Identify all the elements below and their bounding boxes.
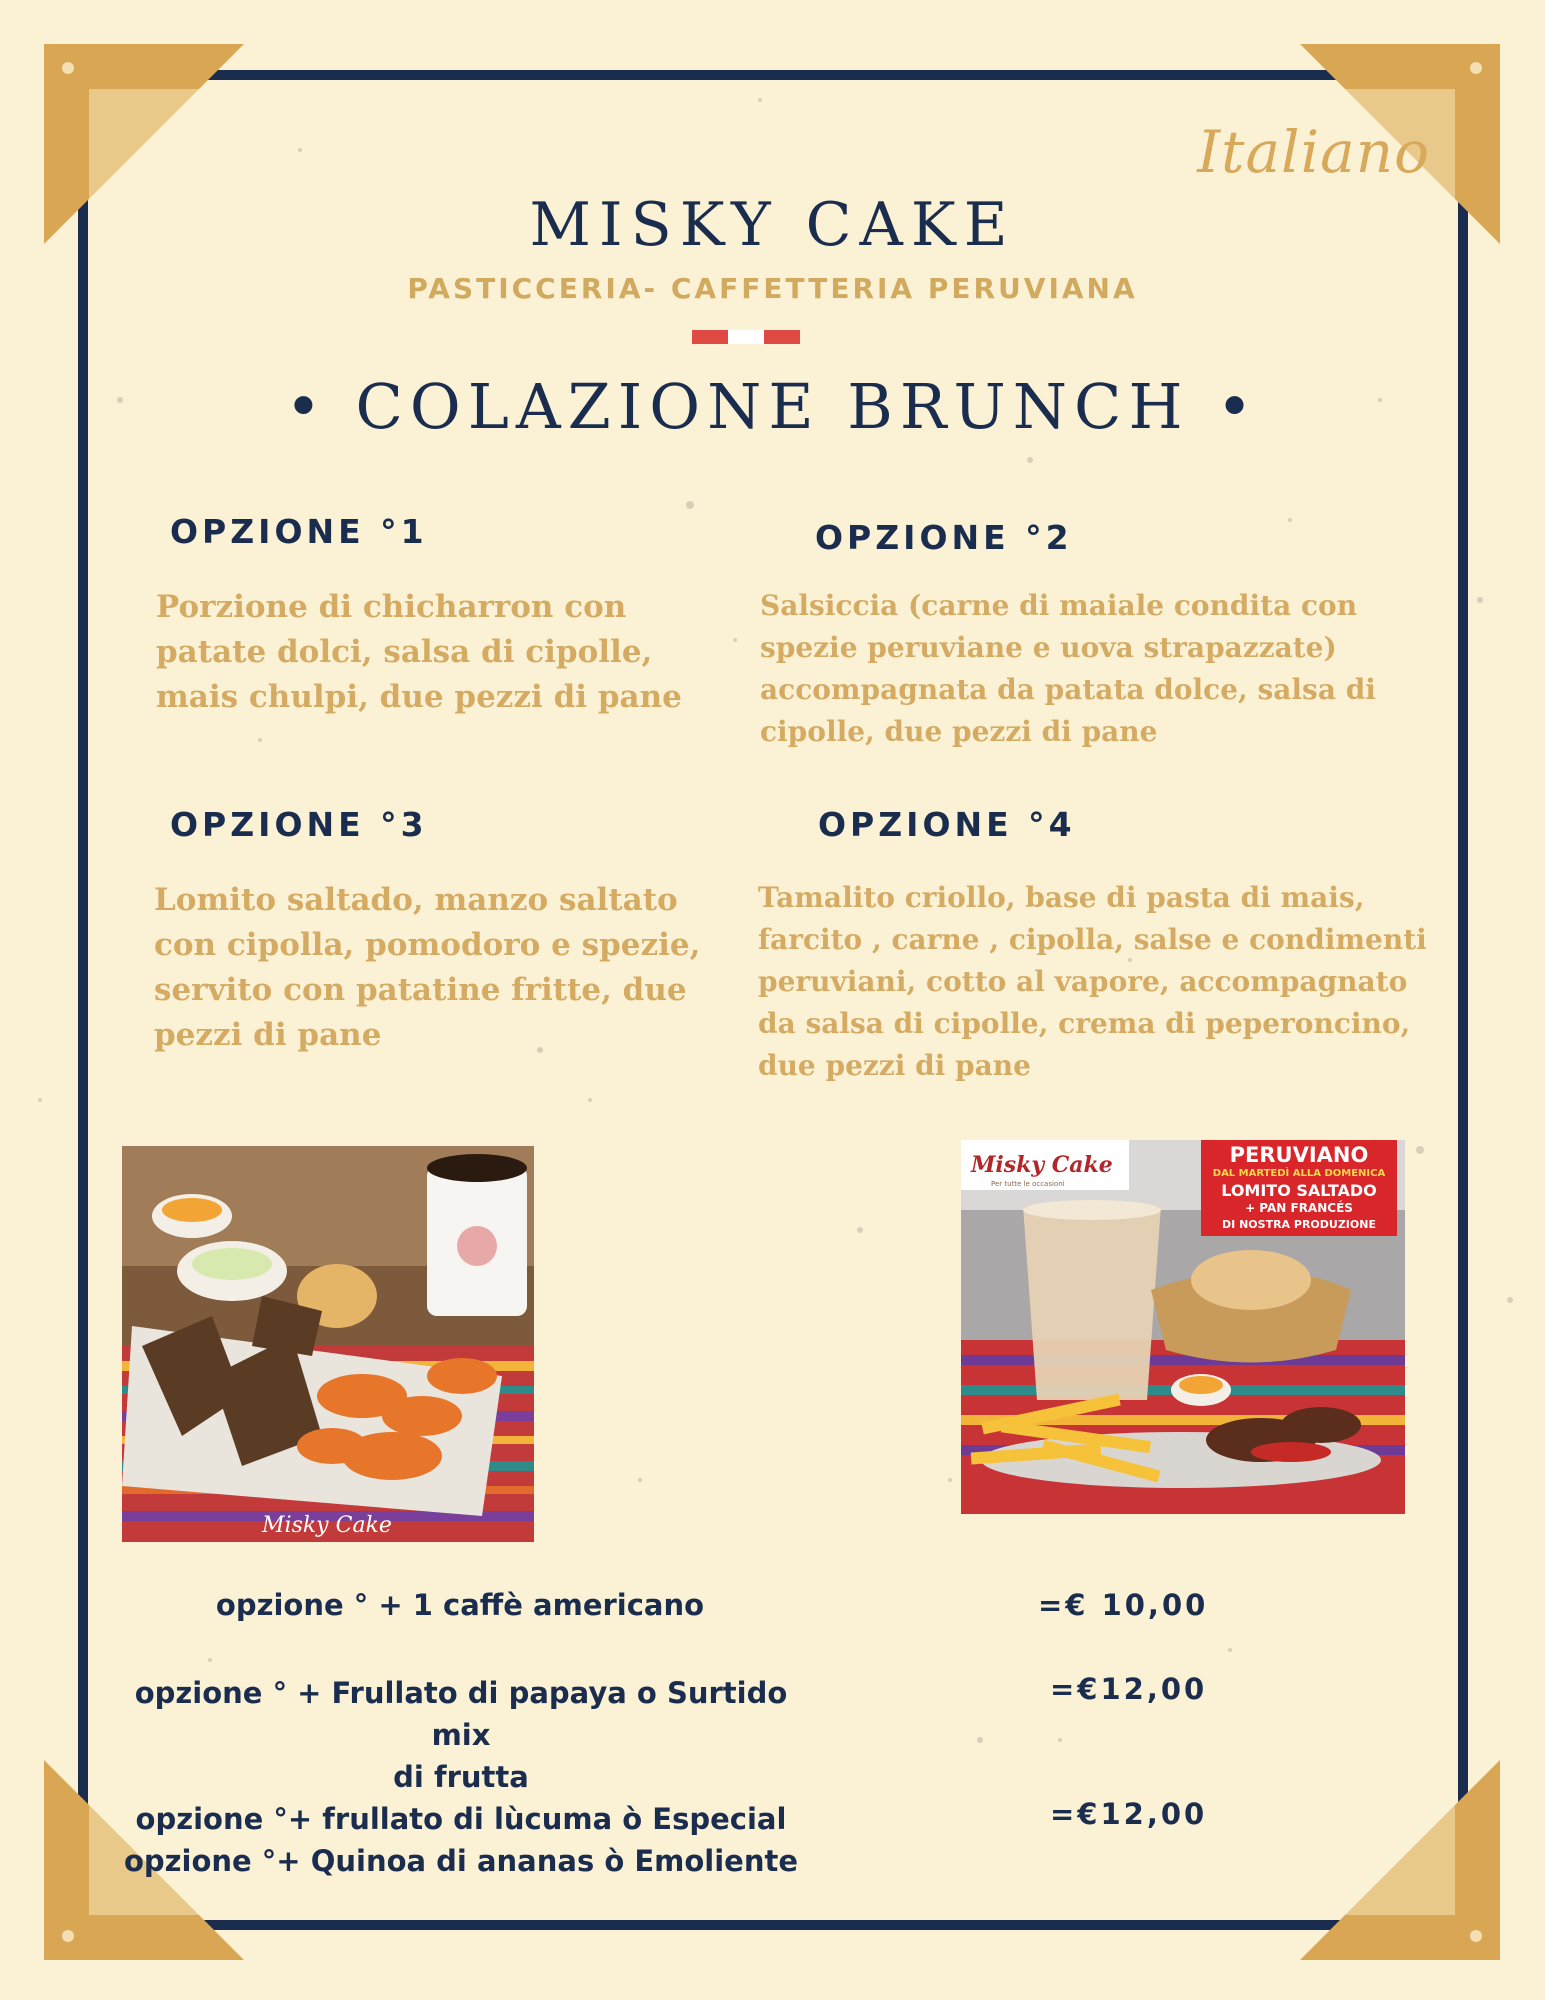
option-3-heading: OPZIONE °3 (170, 805, 428, 844)
price-label-line-2: di frutta (393, 1760, 529, 1794)
price-value-coffee: =€ 10,00 (1038, 1588, 1209, 1622)
chicharron-photo (122, 1146, 534, 1542)
option-4-description: Tamalito criollo, base di pasta di mais, farcito , carne , cipolla, salse e condimenti peruviani, cotto al vapore, accompagnato da salsa di cipolle, crema di peperoncino, due pezzi di pane (758, 881, 1427, 1082)
price-value-quinoa: =€12,00 (1050, 1797, 1208, 1831)
price-label-line-4: opzione °+ Quinoa di ananas ò Emoliente (123, 1844, 799, 1878)
banner-line-2: LOMITO SALTADO (1221, 1181, 1377, 1200)
option-1-description: Porzione di chicharron con patate dolci, salsa di cipolle, mais chulpi, due pezzi di pane (156, 589, 682, 715)
section-title: • COLAZIONE BRUNCH • (285, 370, 1260, 443)
banner-line-4: DI NOSTRA PRODUZIONE (1222, 1218, 1376, 1231)
price-label-line-1: opzione ° + Frullato di papaya o Surtido mix (134, 1676, 788, 1752)
banner-line-1: DAL MARTEDÌ ALLA DOMENICA (1212, 1168, 1386, 1179)
lomito-saltado-photo (961, 1140, 1405, 1514)
photo1-logo: Misky Cake (262, 1513, 392, 1538)
photo2-logo-sub: Per tutte le occasioni (991, 1180, 1065, 1188)
banner-title: PERUVIANO (1229, 1143, 1369, 1167)
photo2-logo: Misky Cake (971, 1152, 1113, 1178)
language-label: Italiano (1197, 118, 1430, 186)
option-1-heading: OPZIONE °1 (170, 512, 428, 551)
option-3-description: Lomito saltado, manzo saltato con cipolla, pomodoro e spezie, servito con patatine fritte, due pezzi di pane (154, 882, 701, 1053)
option-2-description: Salsiccia (carne di maiale condita con spezie peruviane e uova strapazzate) accompagnata da patata dolce, salsa di cipolle, due pezzi di pane (760, 589, 1376, 748)
corner-ornament-bottom-right (1300, 1760, 1500, 1960)
price-label-drinks (116, 1672, 806, 1882)
brand-name: MISKY CAKE (529, 190, 1016, 260)
banner-line-3: + PAN FRANCÉS (1245, 1201, 1353, 1215)
price-value-frullato: =€12,00 (1050, 1672, 1208, 1706)
peru-flag-icon (692, 330, 800, 344)
option-4-heading: OPZIONE °4 (818, 805, 1076, 844)
brand-tagline: PASTICCERIA- CAFFETTERIA PERUVIANA (407, 272, 1138, 305)
price-label-coffee: opzione ° + 1 caffè americano (215, 1588, 705, 1622)
price-label-line-3: opzione °+ frullato di lùcuma ò Especial (135, 1802, 787, 1836)
option-2-heading: OPZIONE °2 (815, 518, 1073, 557)
